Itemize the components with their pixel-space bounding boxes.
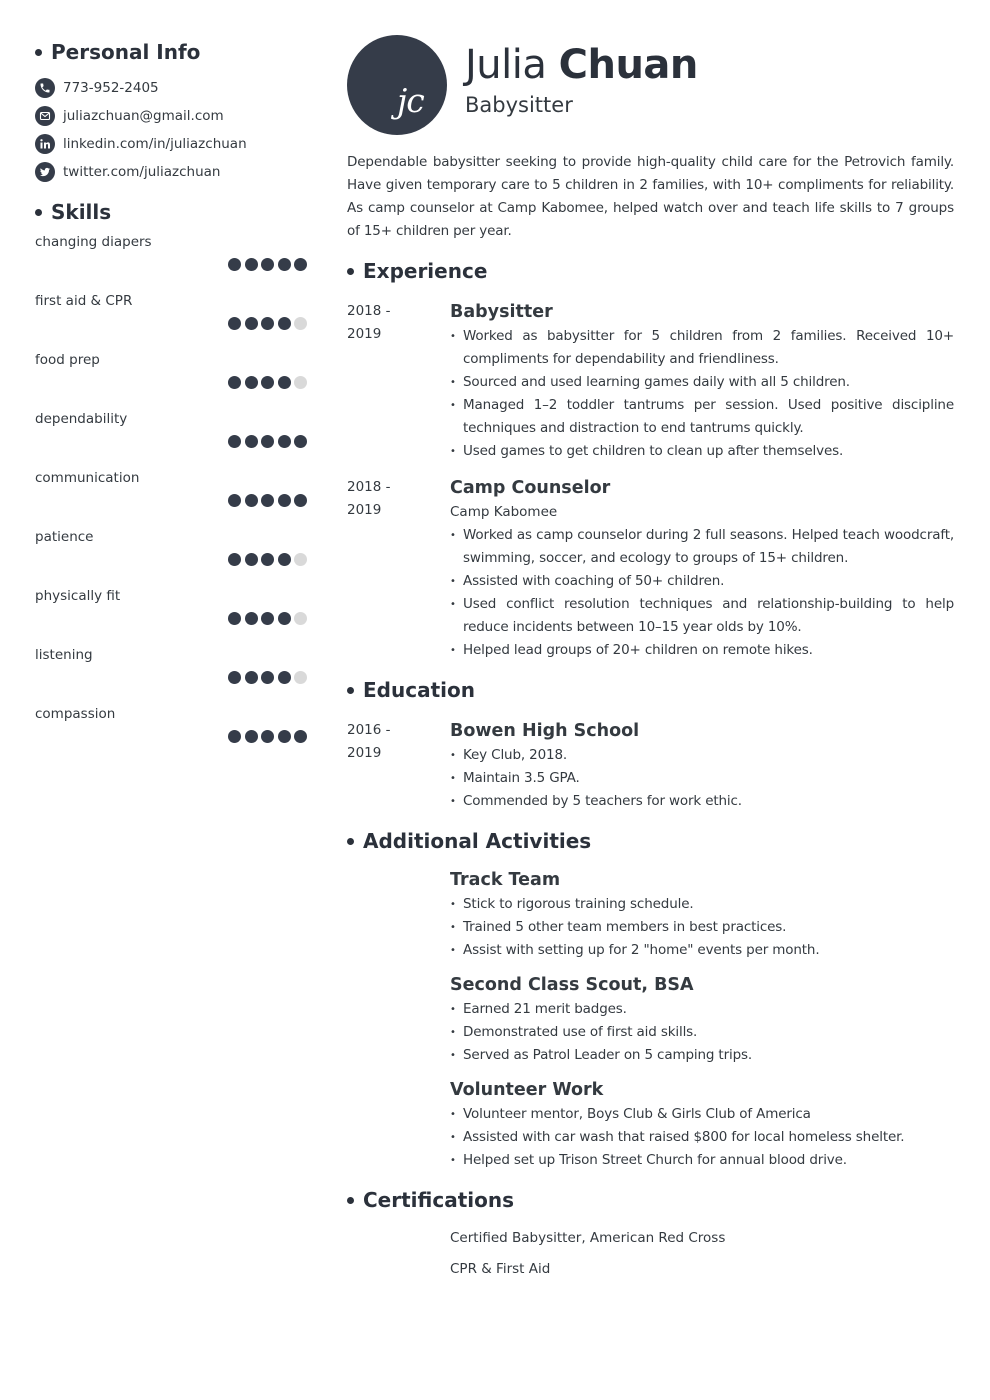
full-name — [465, 39, 698, 91]
rating-dot-filled-icon — [294, 258, 307, 271]
bullet-item: • Maintain 3.5 GPA. — [450, 767, 954, 790]
rating-dot-filled-icon — [245, 671, 258, 684]
skill-name: listening — [35, 647, 93, 663]
skill-item — [35, 586, 307, 645]
bullet-list — [450, 893, 954, 962]
skill-item — [35, 645, 307, 704]
rating-dot-filled-icon — [228, 376, 241, 389]
bullet-item: • Key Club, 2018. — [450, 744, 954, 767]
rating-dot-filled-icon — [228, 612, 241, 625]
date-end: 2019 — [347, 745, 382, 761]
entry-body — [450, 718, 954, 813]
bullet-dot-icon — [347, 1197, 354, 1204]
skill-rating — [228, 258, 307, 271]
rating-dot-filled-icon — [261, 730, 274, 743]
contact-email — [35, 102, 307, 130]
bullet-item: • Helped set up Trison Street Church for annual blood drive. — [450, 1149, 954, 1172]
activity-entry — [450, 867, 954, 962]
bullet-item: • Managed 1–2 toddler tantrums per session. Used positive discipline techniques and distraction to end tantrums quickly. — [450, 394, 954, 440]
activities-section — [347, 825, 954, 1172]
rating-dot-filled-icon — [228, 730, 241, 743]
rating-dot-filled-icon — [278, 317, 291, 330]
rating-dot-filled-icon — [228, 671, 241, 684]
twitter-icon — [35, 162, 55, 182]
entry-body — [450, 475, 954, 662]
rating-dot-filled-icon — [278, 730, 291, 743]
rating-dot-filled-icon — [278, 612, 291, 625]
activities-list — [347, 867, 954, 1172]
bullet-item: • Commended by 5 teachers for work ethic. — [450, 790, 954, 813]
entry-title: Bowen High School — [450, 721, 640, 741]
skills-heading: Skills — [35, 196, 307, 228]
contact-list — [35, 74, 307, 186]
bullet-item: • Worked as camp counselor during 2 full seasons. Helped teach woodcraft, swimming, soccer, and ecology to groups of 15+ children. — [450, 524, 954, 570]
education-entry — [347, 718, 954, 813]
rating-dot-filled-icon — [278, 553, 291, 566]
bullet-dot-icon — [347, 687, 354, 694]
bullet-item: • Trained 5 other team members in best practices. — [450, 916, 954, 939]
linkedin-link[interactable]: linkedin.com/in/juliazchuan — [63, 136, 247, 152]
rating-dot-filled-icon — [261, 494, 274, 507]
date-end: 2019 — [347, 326, 382, 342]
bullet-list — [450, 744, 954, 813]
skill-name: first aid & CPR — [35, 293, 133, 309]
skill-name: physically fit — [35, 588, 121, 604]
skill-rating — [228, 317, 307, 330]
activity-title: Track Team — [450, 870, 561, 890]
rating-dot-filled-icon — [294, 435, 307, 448]
entry-title: Babysitter — [450, 302, 553, 322]
rating-dot-empty-icon — [294, 317, 307, 330]
activities-heading: Additional Activities — [347, 825, 954, 857]
phone-text: 773-952-2405 — [63, 80, 159, 96]
bullet-item: • Served as Patrol Leader on 5 camping trips. — [450, 1044, 954, 1067]
bullet-item: • Demonstrated use of first aid skills. — [450, 1021, 954, 1044]
rating-dot-filled-icon — [278, 258, 291, 271]
bullet-dot-icon — [347, 268, 354, 275]
skill-name: dependability — [35, 411, 128, 427]
rating-dot-filled-icon — [245, 317, 258, 330]
contact-twitter — [35, 158, 307, 186]
rating-dot-empty-icon — [294, 376, 307, 389]
sidebar — [35, 36, 307, 763]
date-range — [347, 718, 450, 813]
skills-list — [35, 232, 307, 763]
rating-dot-filled-icon — [245, 612, 258, 625]
date-start: 2018 - — [347, 479, 391, 495]
rating-dot-filled-icon — [261, 258, 274, 271]
rating-dot-empty-icon — [294, 671, 307, 684]
date-range — [347, 475, 450, 662]
bullet-list — [450, 524, 954, 662]
skill-name: patience — [35, 529, 94, 545]
resume-header — [347, 35, 954, 135]
personal-info-heading: Personal Info — [35, 36, 307, 68]
skill-name: changing diapers — [35, 234, 152, 250]
education-list — [347, 718, 954, 813]
rating-dot-filled-icon — [261, 553, 274, 566]
bullet-item: • Used conflict resolution techniques and relationship-building to help reduce incidents between 10–15 year olds by 10%. — [450, 593, 954, 639]
skill-rating — [228, 612, 307, 625]
main-content — [347, 35, 954, 1279]
rating-dot-filled-icon — [228, 553, 241, 566]
rating-dot-filled-icon — [228, 317, 241, 330]
rating-dot-filled-icon — [228, 435, 241, 448]
rating-dot-filled-icon — [278, 671, 291, 684]
experience-entry — [347, 475, 954, 662]
bullet-item: • Used games to get children to clean up after themselves. — [450, 440, 954, 463]
skill-rating — [228, 376, 307, 389]
rating-dot-filled-icon — [261, 612, 274, 625]
rating-dot-empty-icon — [294, 612, 307, 625]
rating-dot-filled-icon — [261, 317, 274, 330]
rating-dot-filled-icon — [245, 258, 258, 271]
experience-section — [347, 255, 954, 662]
skill-name: compassion — [35, 706, 116, 722]
skill-item — [35, 468, 307, 527]
activity-entry — [450, 1077, 954, 1172]
name-block — [465, 39, 698, 117]
rating-dot-filled-icon — [261, 376, 274, 389]
bullet-list — [450, 998, 954, 1067]
rating-dot-filled-icon — [261, 435, 274, 448]
rating-dot-filled-icon — [278, 435, 291, 448]
rating-dot-filled-icon — [278, 376, 291, 389]
skill-rating — [228, 671, 307, 684]
bullet-dot-icon — [347, 838, 354, 845]
certification-item: Certified Babysitter, American Red Cross — [450, 1230, 726, 1246]
activity-title: Second Class Scout, BSA — [450, 975, 694, 995]
bullet-item: • Helped lead groups of 20+ children on remote hikes. — [450, 639, 954, 662]
bullet-dot-icon — [35, 49, 42, 56]
rating-dot-filled-icon — [245, 730, 258, 743]
contact-phone — [35, 74, 307, 102]
twitter-link[interactable]: twitter.com/juliazchuan — [63, 164, 221, 180]
monogram: jc — [397, 81, 424, 120]
skill-name: food prep — [35, 352, 100, 368]
bullet-list — [450, 1103, 954, 1172]
job-title: Babysitter — [465, 93, 573, 117]
first-name: Julia — [465, 42, 547, 88]
summary: Dependable babysitter seeking to provide high-quality child care for the Petrovich family. Have given temporary care to 5 children in 2 families, with 10+ compliments for reliability. As camp counselor at Camp Kabomee, helped watch over and teach life skills to 7 groups of 15+ children per year. — [347, 154, 954, 239]
rating-dot-filled-icon — [278, 494, 291, 507]
contact-linkedin — [35, 130, 307, 158]
rating-dot-filled-icon — [228, 258, 241, 271]
rating-dot-filled-icon — [228, 494, 241, 507]
activity-entry — [450, 972, 954, 1067]
entry-title: Camp Counselor — [450, 478, 611, 498]
entry-organization: Camp Kabomee — [450, 504, 558, 520]
education-heading: Education — [347, 674, 954, 706]
entry-body — [450, 299, 954, 463]
skill-item — [35, 291, 307, 350]
certifications-list — [347, 1228, 954, 1279]
date-start: 2018 - — [347, 303, 391, 319]
rating-dot-filled-icon — [245, 494, 258, 507]
skill-item — [35, 704, 307, 763]
bullet-dot-icon — [35, 209, 42, 216]
date-end: 2019 — [347, 502, 382, 518]
last-name: Chuan — [558, 42, 698, 88]
activity-title: Volunteer Work — [450, 1080, 604, 1100]
date-start: 2016 - — [347, 722, 391, 738]
bullet-item: • Sourced and used learning games daily with all 5 children. — [450, 371, 954, 394]
bullet-item: • Assist with setting up for 2 "home" events per month. — [450, 939, 954, 962]
rating-dot-filled-icon — [294, 730, 307, 743]
skill-item — [35, 232, 307, 291]
rating-dot-empty-icon — [294, 553, 307, 566]
rating-dot-filled-icon — [245, 376, 258, 389]
date-range — [347, 299, 450, 463]
phone-icon — [35, 78, 55, 98]
skill-rating — [228, 730, 307, 743]
avatar — [347, 35, 447, 135]
certification-item: CPR & First Aid — [450, 1261, 551, 1277]
skill-item — [35, 409, 307, 468]
rating-dot-filled-icon — [261, 671, 274, 684]
rating-dot-filled-icon — [294, 494, 307, 507]
email-icon — [35, 106, 55, 126]
certifications-heading: Certifications — [347, 1184, 954, 1216]
bullet-item: • Earned 21 merit badges. — [450, 998, 954, 1021]
skill-rating — [228, 435, 307, 448]
education-section — [347, 674, 954, 813]
skill-item — [35, 350, 307, 409]
bullet-item: • Worked as babysitter for 5 children from 2 families. Received 10+ compliments for dependability and friendliness. — [450, 325, 954, 371]
rating-dot-filled-icon — [245, 553, 258, 566]
email-link[interactable]: juliazchuan@gmail.com — [63, 108, 224, 124]
skill-rating — [228, 494, 307, 507]
bullet-item: • Assisted with car wash that raised $800 for local homeless shelter. — [450, 1126, 954, 1149]
skill-item — [35, 527, 307, 586]
skill-rating — [228, 553, 307, 566]
linkedin-icon — [35, 134, 55, 154]
bullet-item: • Assisted with coaching of 50+ children. — [450, 570, 954, 593]
experience-entry — [347, 299, 954, 463]
experience-heading: Experience — [347, 255, 954, 287]
experience-list — [347, 299, 954, 662]
bullet-item: • Stick to rigorous training schedule. — [450, 893, 954, 916]
bullet-item: • Volunteer mentor, Boys Club & Girls Club of America — [450, 1103, 954, 1126]
bullet-list — [450, 325, 954, 463]
certifications-section — [347, 1184, 954, 1279]
skill-name: communication — [35, 470, 140, 486]
rating-dot-filled-icon — [245, 435, 258, 448]
